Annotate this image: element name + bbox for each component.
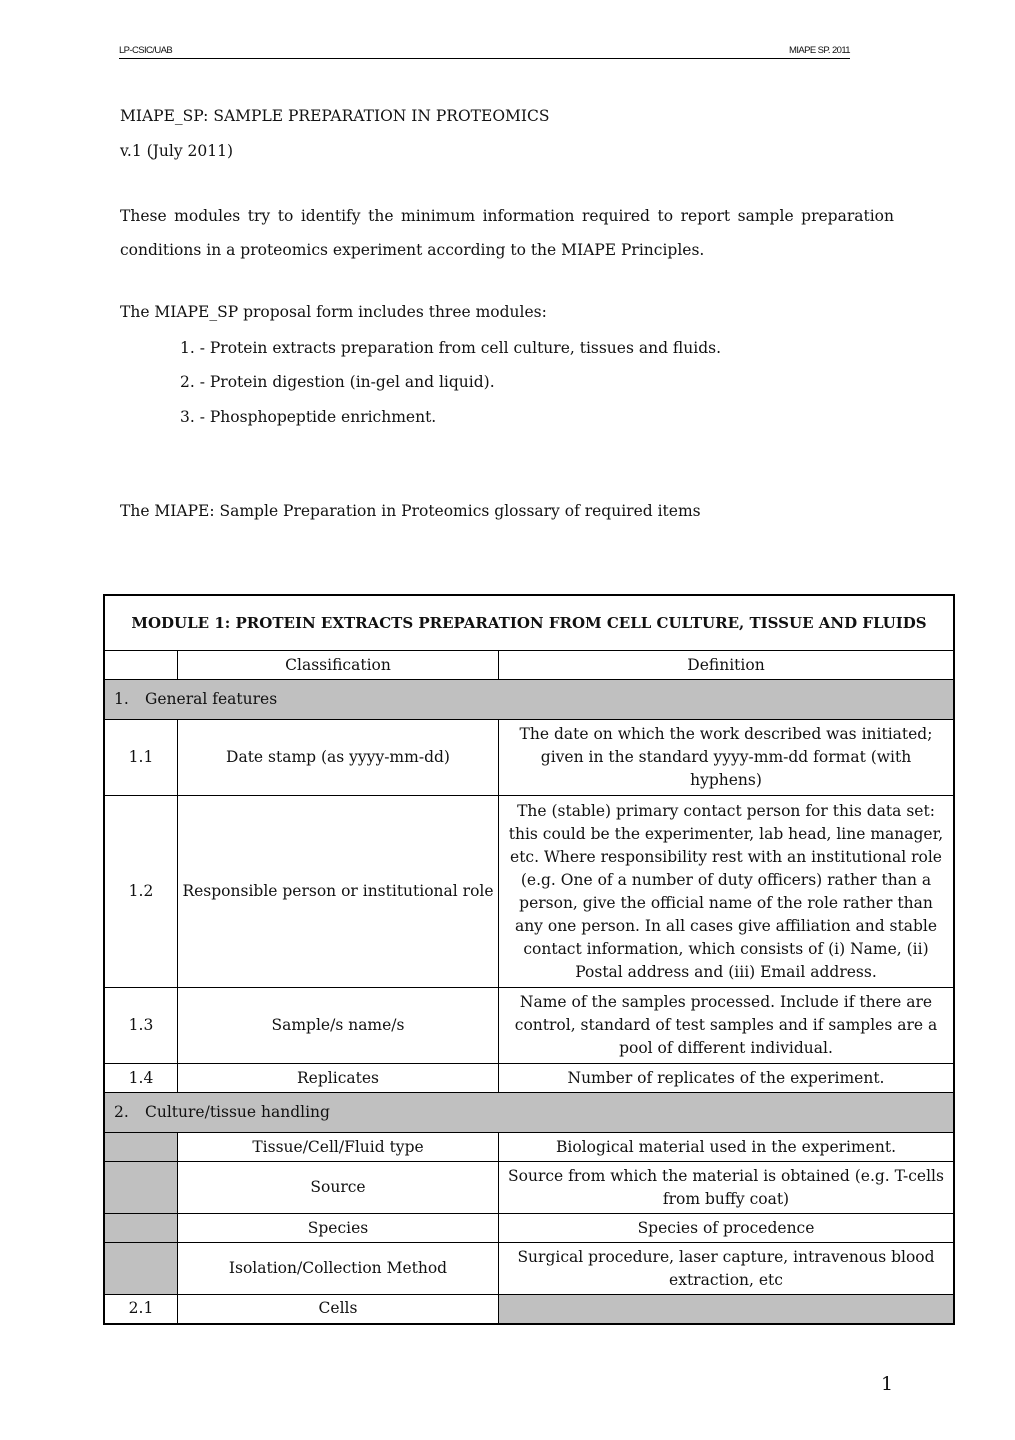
row-classification: Date stamp (as yyyy-mm-dd) [178,720,499,796]
row-id [104,1133,178,1162]
table-row [104,1162,954,1214]
section-row [104,1093,954,1133]
glossary-intro: The MIAPE: Sample Preparation in Proteomics glossary of required items [120,502,701,520]
table-title-row [104,595,954,651]
row-id: 1.3 [104,988,178,1064]
header-id [104,651,178,680]
section-row [104,680,954,720]
row-classification: Tissue/Cell/Fluid type [178,1133,499,1162]
row-definition: Source from which the material is obtained (e.g. T-cells from buffy coat) [499,1162,955,1214]
intro-paragraph: These modules try to identify the minimum information required to report sample preparation conditions in a proteomics experiment according to the MIAPE Principles. [120,207,894,259]
table-row [104,988,954,1064]
row-classification: Source [178,1162,499,1214]
table-row [104,1243,954,1295]
row-definition: Biological material used in the experiment. [499,1133,955,1162]
table-row [104,1133,954,1162]
page-number: 1 [881,1373,894,1395]
row-classification: Replicates [178,1064,499,1093]
page-header [119,44,850,59]
row-definition: Number of replicates of the experiment. [499,1064,955,1093]
row-definition: Species of procedence [499,1214,955,1243]
table-title: MODULE 1: PROTEIN EXTRACTS PREPARATION FROM CELL CULTURE, TISSUE AND FLUIDS [104,595,954,651]
table-row [104,1214,954,1243]
section-general-features: 1. General features [104,680,954,720]
row-classification: Cells [178,1295,499,1324]
table-row [104,1295,954,1324]
row-definition: The (stable) primary contact person for this data set: this could be the experimenter, lab head, line manager, etc. Where responsibility rest with an institutional role (e.g. One of a number of duty officers) rather than a person, give the official name of the role rather than any one person. In all cases give affiliation and stable contact information, which consists of (i) Name, (ii) Postal address and (iii) Email address. [499,796,955,988]
row-classification: Sample/s name/s [178,988,499,1064]
section-culture-tissue-handling: 2. Culture/tissue handling [104,1093,954,1133]
module-1-table [103,594,955,1325]
row-definition: Name of the samples processed. Include if there are control, standard of test samples and if samples are a pool of different individual. [499,988,955,1064]
row-id [104,1243,178,1295]
modules-intro: The MIAPE_SP proposal form includes three modules: [120,303,547,321]
row-classification: Species [178,1214,499,1243]
row-definition: Surgical procedure, laser capture, intravenous blood extraction, etc [499,1243,955,1295]
header-definition: Definition [499,651,955,680]
row-id [104,1214,178,1243]
row-id: 1.1 [104,720,178,796]
row-definition [499,1295,955,1324]
table-row [104,796,954,988]
row-id [104,1162,178,1214]
header-classification: Classification [178,651,499,680]
document-title: MIAPE_SP: SAMPLE PREPARATION IN PROTEOMICS [120,107,550,125]
module-list-item: 2. - Protein digestion (in-gel and liquid). [180,373,495,391]
row-id: 1.4 [104,1064,178,1093]
header-right: MIAPE SP. 2011 [789,45,850,56]
row-id: 1.2 [104,796,178,988]
table-header-row [104,651,954,680]
module-list-item: 3. - Phosphopeptide enrichment. [180,408,437,426]
row-definition: The date on which the work described was initiated; given in the standard yyyy-mm-dd format (with hyphens) [499,720,955,796]
header-left: LP-CSIC/UAB [119,45,173,56]
row-id: 2.1 [104,1295,178,1324]
table-row [104,720,954,796]
table-row [104,1064,954,1093]
row-classification: Isolation/Collection Method [178,1243,499,1295]
document-version: v.1 (July 2011) [120,142,234,160]
module-list-item: 1. - Protein extracts preparation from cell culture, tissues and fluids. [180,339,722,357]
row-classification: Responsible person or institutional role [178,796,499,988]
